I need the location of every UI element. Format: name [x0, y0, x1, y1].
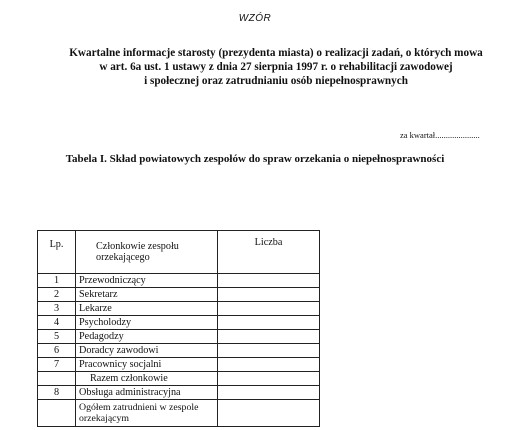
- table-row: [38, 288, 320, 302]
- row-member: Sekretarz: [76, 288, 218, 302]
- table-header-row: [38, 231, 320, 274]
- total-count[interactable]: [218, 400, 320, 427]
- subtotal-row: [38, 372, 320, 386]
- subtotal-lp: [38, 372, 76, 386]
- row-member: Lekarze: [76, 302, 218, 316]
- row-member: Pracownicy socjalni: [76, 358, 218, 372]
- column-header-members: Członkowie zespołu orzekającego: [76, 231, 218, 274]
- row-count[interactable]: [218, 274, 320, 288]
- admin-row: [38, 386, 320, 400]
- table-row: [38, 316, 320, 330]
- admin-label: Obsługa administracyjna: [76, 386, 218, 400]
- heading-line-1: Kwartalne informacje starosty (prezydenta miasta) o realizacji zadań, o których mowa: [69, 47, 483, 59]
- quarter-label: za kwartał.....................: [400, 130, 480, 140]
- row-lp: 5: [38, 330, 76, 344]
- row-count[interactable]: [218, 330, 320, 344]
- row-count[interactable]: [218, 288, 320, 302]
- table-row: [38, 344, 320, 358]
- heading-line-3: i społecznej oraz zatrudnianiu osób niepełnosprawnych: [144, 75, 408, 87]
- row-count[interactable]: [218, 302, 320, 316]
- row-member: Doradcy zawodowi: [76, 344, 218, 358]
- row-count[interactable]: [218, 358, 320, 372]
- admin-count[interactable]: [218, 386, 320, 400]
- row-lp: 3: [38, 302, 76, 316]
- row-member: Przewodniczący: [76, 274, 218, 288]
- total-lp: [38, 400, 76, 427]
- heading-line-2: w art. 6a ust. 1 ustawy z dnia 27 sierpnia 1997 r. o rehabilitacji zawodowej: [99, 61, 453, 73]
- row-lp: 1: [38, 274, 76, 288]
- row-lp: 7: [38, 358, 76, 372]
- subtotal-count[interactable]: [218, 372, 320, 386]
- row-count[interactable]: [218, 316, 320, 330]
- committee-composition-table: [37, 230, 320, 427]
- row-count[interactable]: [218, 344, 320, 358]
- column-header-count: Liczba: [218, 231, 320, 274]
- total-row: [38, 400, 320, 427]
- template-label: WZÓR: [238, 13, 272, 24]
- row-lp: 6: [38, 344, 76, 358]
- row-member: Psycholodzy: [76, 316, 218, 330]
- table-row: [38, 358, 320, 372]
- table-row: [38, 274, 320, 288]
- row-lp: 4: [38, 316, 76, 330]
- subtotal-label: Razem członkowie: [76, 372, 218, 386]
- table-row: [38, 302, 320, 316]
- document-heading: [58, 46, 494, 88]
- table-row: [38, 330, 320, 344]
- row-lp: 2: [38, 288, 76, 302]
- total-label: Ogółem zatrudnieni w zespole orzekającym: [76, 400, 218, 427]
- column-header-lp: Lp.: [38, 231, 76, 274]
- table-title: Tabela I. Skład powiatowych zespołów do spraw orzekania o niepełnosprawności: [65, 153, 445, 165]
- admin-lp: 8: [38, 386, 76, 400]
- row-member: Pedagodzy: [76, 330, 218, 344]
